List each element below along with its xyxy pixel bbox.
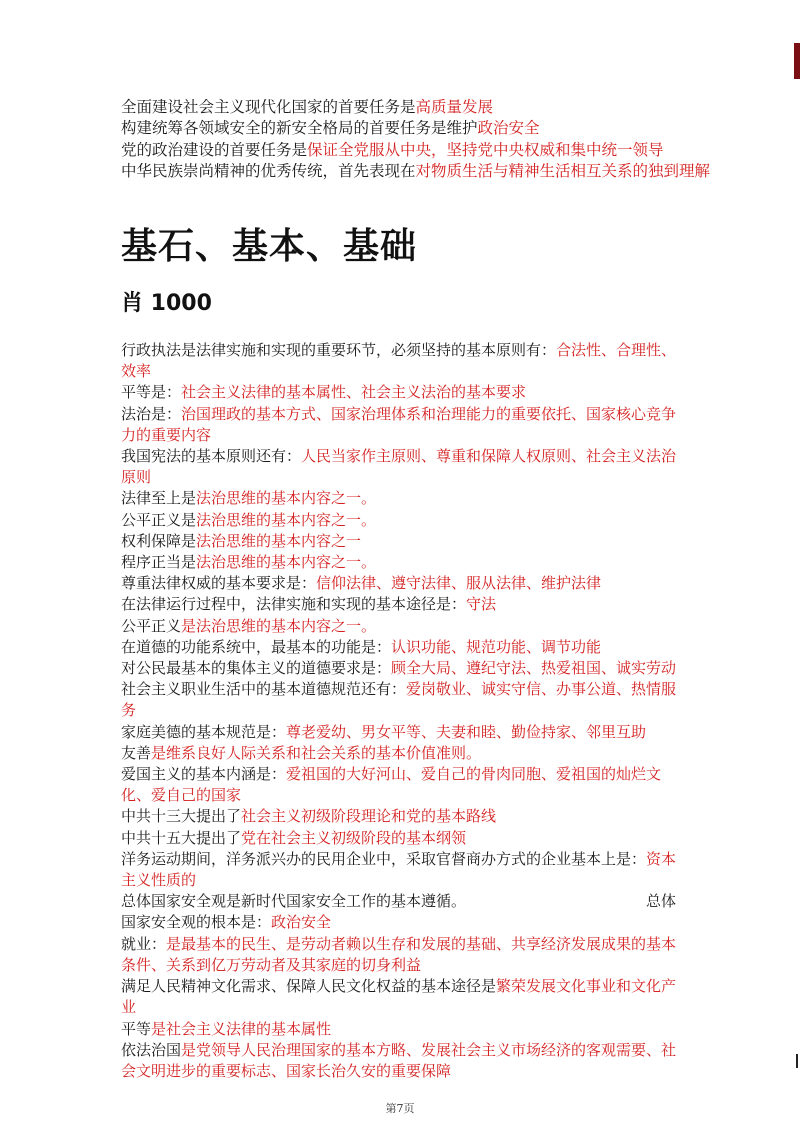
intro-line: 中华民族崇尚精神的优秀传统，首先表现在对物质生活与精神生活相互关系的独到理解	[121, 161, 711, 180]
content-line: 权利保障是法治思维的基本内容之一	[121, 531, 362, 550]
content-lines	[121, 340, 683, 1082]
intro-line: 构建统筹各领域安全的新安全格局的首要任务是维护政治安全	[121, 119, 540, 138]
content-line: 行政执法是法律实施和实现的重要环节，必须坚持的基本原则有：合法性、合理性、效率	[121, 341, 677, 381]
intro-line: 全面建设社会主义现代化国家的首要任务是高质量发展	[121, 98, 494, 116]
intro-line: 党的政治建设的首要任务是保证全党服从中央，坚持党中央权威和集中统一领导	[121, 140, 664, 159]
content-line: 在道德的功能系统中，最基本的功能是：认识功能、规范功能、调节功能	[121, 637, 602, 656]
content-line: 在法律运行过程中，法律实施和实现的基本途径是：守法	[121, 595, 497, 614]
edge-decoration	[794, 43, 800, 79]
page-number: 第7页	[385, 1102, 415, 1115]
content-line: 法律至上是法治思维的基本内容之一。	[121, 489, 377, 508]
content-line: 洋务运动期间，洋务派兴办的民用企业中，采取官督商办方式的企业基本上是：资本主义性质的	[121, 849, 677, 890]
content-line: 友善是维系良好人际关系和社会关系的基本价值准则。	[121, 743, 482, 762]
subsection-heading: 肖 1000	[121, 291, 212, 316]
content-line: 中共十三大提出了社会主义初级阶段理论和党的基本路线	[121, 807, 497, 826]
content-line: 中共十五大提出了党在社会主义初级阶段的基本纲领	[121, 828, 467, 847]
content-line: 满足人民精神文化需求、保障人民文化权益的基本途径是繁荣发展文化事业和文化产业	[121, 977, 677, 1017]
section-heading: 基石、基本、基础	[121, 226, 418, 267]
content-line: 我国宪法的基本原则还有：人民当家作主原则、尊重和保障人权原则、社会主义法治原则	[121, 447, 677, 487]
content-line: 就业：是最基本的民生、是劳动者赖以生存和发展的基础、共享经济发展成果的基本条件、关系到亿万劳动者及其家庭的切身利益	[121, 934, 677, 974]
content-line: 爱国主义的基本内涵是：爱祖国的大好河山、爱自己的骨肉同胞、爱祖国的灿烂文化、爱自己的国家	[121, 765, 662, 805]
content-line: 社会主义职业生活中的基本道德规范还有：爱岗敬业、诚实守信、办事公道、热情服务	[121, 680, 677, 720]
content-line: 公平正义是法治思维的基本内容之一。	[121, 510, 377, 529]
edge-decoration-small	[796, 1054, 798, 1068]
content-line: 法治是：治国理政的基本方式、国家治理体系和治理能力的重要依托、国家核心竞争力的重要内容	[121, 404, 677, 444]
content-line: 公平正义是法治思维的基本内容之一。	[121, 616, 377, 635]
content-line: 程序正当是法治思维的基本内容之一。	[121, 553, 377, 572]
content-line: 对公民最基本的集体主义的道德要求是：顾全大局、遵纪守法、热爱祖国、诚实劳动	[121, 659, 677, 678]
content-line: 平等是：社会主义法律的基本属性、社会主义法治的基本要求	[121, 383, 527, 402]
content-line: 尊重法律权威的基本要求是：信仰法律、遵守法律、服从法律、维护法律	[121, 574, 602, 593]
content-line: 平等是社会主义法律的基本属性	[121, 1019, 332, 1038]
intro-lines	[121, 97, 741, 182]
content-line: 依法治国是党领导人民治理国家的基本方略、发展社会主义市场经济的客观需要、社会文明进步的重要标志、国家长治久安的重要保障	[121, 1040, 677, 1080]
content-line: 家庭美德的基本规范是：尊老爱幼、男女平等、夫妻和睦、勤俭持家、邻里互助	[121, 722, 647, 741]
content-line: 总体国家安全观是新时代国家安全工作的基本遵循。 总体国家安全观的根本是：政治安全	[121, 892, 677, 932]
